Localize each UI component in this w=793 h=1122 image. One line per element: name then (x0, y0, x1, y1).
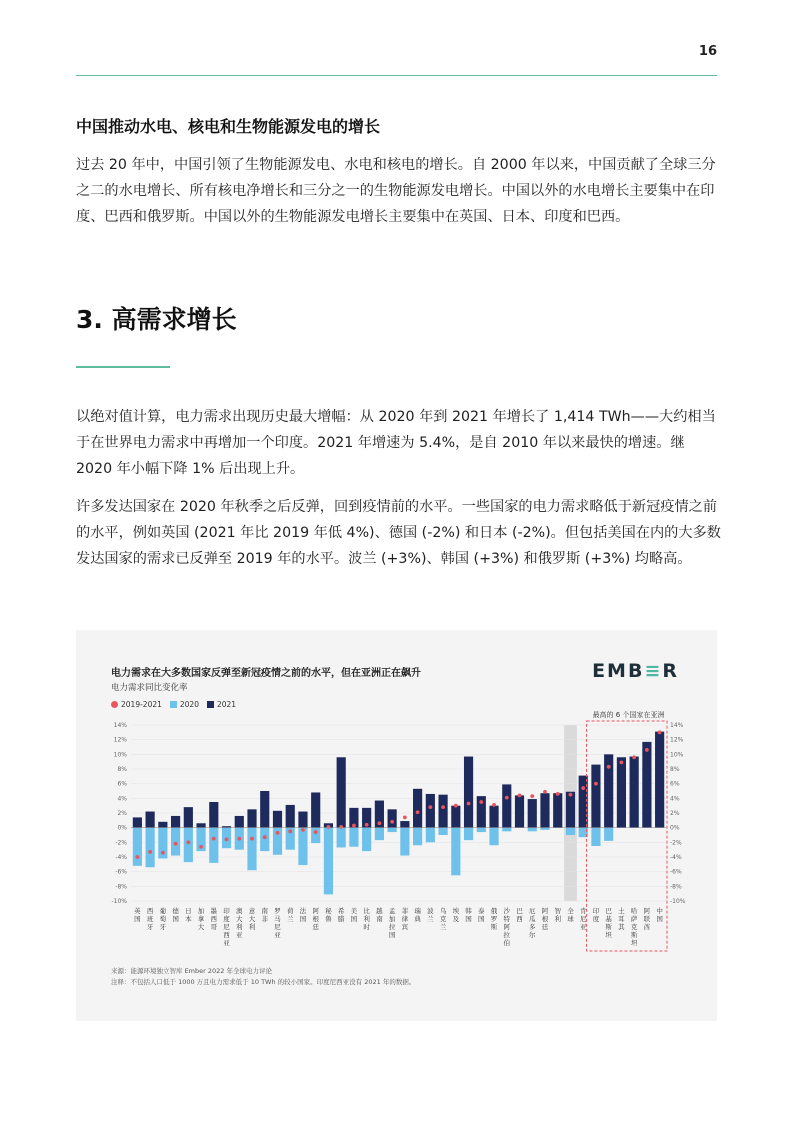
y-tick-label-right: 4% (670, 795, 680, 803)
category-label-char: 国 (299, 915, 307, 923)
bar-2020 (464, 828, 473, 840)
category-label-char: 亚 (274, 931, 281, 939)
bar-2021 (413, 789, 422, 828)
category-label-char: 克 (630, 923, 638, 931)
category-label-char: 廷 (541, 923, 549, 931)
logo-text-accent: ≡ (644, 660, 663, 682)
page-number: 16 (698, 44, 717, 59)
bar-2020 (349, 828, 358, 847)
category-label-char: 大 (197, 923, 205, 931)
category-label-char: 波 (427, 907, 434, 915)
y-tick-label-left: 14% (113, 722, 127, 729)
bar-2020 (604, 828, 613, 841)
category-label-char: 根 (541, 915, 549, 923)
bar-2021 (502, 784, 511, 827)
category-label-char: 南 (376, 915, 383, 923)
category-label-char: 俄 (490, 907, 498, 915)
category-label-char: 法 (299, 907, 307, 915)
y-tick-label-right: -10% (670, 898, 686, 905)
category-label-char: 加 (388, 915, 396, 923)
bar-2021 (273, 811, 282, 828)
bar-2020 (184, 828, 193, 862)
category-label-char: 瑞 (414, 907, 421, 915)
bar-2021 (566, 792, 575, 828)
dot-2019-2021 (518, 794, 522, 798)
category-label-char: 肯 (579, 907, 587, 915)
y-tick-label-right: 2% (670, 810, 680, 817)
category-label-char: 西 (516, 915, 523, 923)
category-label-char: 土 (618, 907, 625, 915)
category-label-char: 律 (401, 915, 409, 923)
category-label-char: 德 (172, 907, 179, 915)
category-label-char: 英 (134, 907, 141, 915)
dot-2019-2021 (428, 805, 432, 809)
bar-2021 (184, 807, 193, 828)
dot-2019-2021 (327, 825, 331, 829)
dot-2019-2021 (186, 840, 190, 844)
bar-2021 (528, 799, 537, 828)
bar-2021 (133, 817, 142, 827)
bar-2020 (400, 828, 409, 856)
y-tick-label-right: 12% (670, 736, 684, 744)
category-label-char: 特 (503, 915, 511, 923)
figure-container (76, 630, 717, 1021)
dot-2019-2021 (377, 821, 381, 825)
bar-2020 (362, 828, 371, 851)
category-label-char: 利 (248, 923, 256, 931)
y-tick-label-left: 6% (117, 780, 127, 788)
category-label-char: 大 (248, 915, 256, 923)
chapter-paragraph-1: 以绝对值计算，电力需求出现历史最大增幅：从 2020 年到 2021 年增长了 1,414 TWh——大约相当于在世界电力需求中再增加一个印度。2021 年增速为 5.4%，是自 2010 年以来最快的增速。继 2020 年小幅下降 1% 后出现上升。 (76, 409, 716, 477)
bar-2021 (553, 793, 562, 827)
dot-2019-2021 (594, 782, 598, 786)
dot-2019-2021 (225, 838, 229, 842)
category-label-char: 多 (529, 923, 536, 931)
category-label-char: 阿 (541, 907, 549, 915)
y-tick-label-right: 0% (670, 824, 680, 832)
category-label-char: 墨 (210, 907, 218, 915)
dot-2019-2021 (352, 824, 356, 828)
dot-2019-2021 (390, 820, 394, 824)
bar-2021 (146, 812, 155, 828)
category-label-char: 瓜 (529, 915, 536, 923)
y-tick-label-left: -10% (111, 898, 127, 905)
y-tick-label-right: 6% (670, 780, 680, 788)
category-label-char: 西 (146, 907, 154, 915)
figure-note: 注释：不包括人口低于 1000 万且电力需求低于 10 TWh 的较小国家。印度尼西亚没有 2021 年的数据。 (111, 978, 416, 986)
category-label-char: 印 (223, 907, 230, 915)
category-label-char: 阿 (643, 907, 651, 915)
bar-2020 (375, 828, 384, 840)
bar-2020 (337, 828, 346, 848)
bar-2020 (171, 828, 180, 856)
bar-2020 (324, 828, 333, 895)
bar-2021 (311, 792, 320, 827)
category-label-char: 廷 (312, 923, 319, 931)
category-label-char: 加 (197, 907, 205, 915)
bar-2021 (196, 823, 205, 827)
dot-2019-2021 (479, 800, 483, 804)
category-label-char: 尔 (529, 931, 536, 939)
y-tick-label-left: 0% (117, 824, 127, 832)
bar-2021 (260, 791, 269, 828)
category-label-char: 比 (363, 907, 370, 915)
category-label-char: 根 (312, 915, 319, 923)
category-label-char: 日 (185, 907, 192, 915)
category-label-char: 典 (414, 915, 421, 923)
category-label-char: 球 (567, 915, 574, 923)
dot-2019-2021 (569, 793, 573, 797)
category-label-char: 国 (388, 931, 396, 939)
dot-2019-2021 (276, 831, 280, 835)
y-tick-label-right: -6% (670, 868, 682, 876)
section-heading: 中国推动水电、核电和生物能源发电的增长 (76, 117, 381, 136)
dot-2019-2021 (645, 748, 649, 752)
bar-2021 (298, 812, 307, 828)
category-label-char: 国 (478, 915, 485, 923)
category-label-char: 厄 (529, 907, 536, 915)
dot-2019-2021 (135, 855, 139, 859)
category-label-char: 鲁 (325, 915, 332, 923)
y-tick-label-left: 12% (113, 736, 127, 744)
bar-2021 (540, 793, 549, 827)
dot-2019-2021 (454, 804, 458, 808)
bar-2020 (451, 828, 460, 876)
category-label-char: 国 (134, 915, 141, 923)
dot-2019-2021 (250, 837, 254, 841)
category-label-char: 拉 (388, 923, 396, 931)
bar-2021 (337, 757, 346, 827)
bar-2020 (247, 828, 256, 871)
category-label-char: 其 (618, 923, 625, 931)
dot-2019-2021 (467, 802, 471, 806)
bar-2020 (591, 828, 600, 846)
bar-2020 (260, 828, 269, 851)
bar-2021 (171, 816, 180, 828)
y-tick-label-right: -2% (670, 839, 682, 847)
dot-2019-2021 (365, 823, 369, 827)
bar-2020 (540, 828, 549, 830)
dot-2019-2021 (403, 816, 407, 820)
bar-2021 (464, 757, 473, 828)
category-label-char: 沙 (503, 907, 511, 915)
bar-2021 (591, 765, 600, 828)
logo-text-main: EMB (592, 660, 645, 682)
category-label-char: 度 (592, 915, 600, 923)
figure-source: 来源：能源环境独立智库 Ember 2022 年全球电力评论 (111, 967, 272, 975)
y-tick-label-left: -6% (115, 868, 127, 876)
dot-2019-2021 (416, 810, 420, 814)
category-label-char: 酋 (643, 923, 651, 931)
category-label-char: 希 (337, 907, 345, 915)
category-label-char: 西 (210, 915, 218, 923)
y-tick-label-left: -8% (115, 883, 127, 891)
section-paragraph: 过去 20 年中，中国引领了生物能源发电、水电和核电的增长。自 2000 年以来，中国贡献了全球三分之二的水电增长、所有核电净增长和三分之一的生物能源发电增长。中国以外的水电增长主要集中在印度、巴西和俄罗斯。中国以外的生物能源发电增长主要集中在英国、日本、印度和巴西。 (76, 157, 716, 225)
bar-2021 (655, 732, 664, 828)
category-label-char: 韩 (465, 907, 472, 915)
y-tick-label-right: -8% (670, 883, 682, 891)
bar-2021 (209, 802, 218, 828)
bar-2021 (426, 794, 435, 828)
bar-2020 (413, 828, 422, 846)
bar-2021 (630, 757, 639, 828)
category-label-char: 意 (248, 907, 256, 915)
bar-2021 (642, 742, 651, 828)
category-label-char: 时 (363, 923, 370, 931)
category-label-char: 腊 (337, 915, 345, 923)
category-label-char: 斯 (630, 931, 638, 939)
bar-2021 (247, 809, 256, 827)
category-label-char: 罗 (490, 915, 498, 923)
category-label-char: 尼 (274, 923, 281, 931)
dot-2019-2021 (161, 851, 165, 855)
bar-2020 (566, 828, 575, 835)
category-label-char: 兰 (427, 915, 434, 923)
category-label-char: 南 (261, 907, 268, 915)
category-label-char: 孟 (388, 907, 396, 915)
bar-2021 (235, 816, 244, 828)
category-label-char: 全 (567, 907, 574, 915)
bar-2021 (489, 806, 498, 828)
dot-2019-2021 (556, 792, 560, 796)
dot-2019-2021 (492, 803, 496, 807)
bar-2021 (451, 806, 460, 828)
category-label-char: 萨 (630, 915, 638, 923)
y-tick-label-right: 8% (670, 766, 680, 773)
category-label-char: 中 (656, 907, 663, 915)
dot-2019-2021 (148, 850, 152, 854)
category-label-char: 斯 (605, 923, 612, 931)
bar-2020 (209, 828, 218, 863)
category-label-char: 尼 (223, 923, 230, 931)
category-label-char: 利 (554, 915, 561, 923)
bar-2020 (528, 828, 537, 832)
category-label-char: 巴 (605, 907, 612, 915)
category-label-char: 伯 (503, 939, 511, 947)
bar-2020 (502, 828, 511, 832)
category-label-char: 牙 (159, 923, 167, 931)
category-label-char: 牙 (146, 923, 154, 931)
category-label-char: 印 (592, 907, 600, 915)
dot-2019-2021 (620, 761, 624, 765)
bar-2020 (146, 828, 155, 868)
category-label-char: 罗 (274, 907, 281, 915)
category-label-char: 泰 (478, 907, 485, 915)
category-label-char: 兰 (286, 915, 294, 923)
y-tick-label-left: 10% (113, 751, 127, 759)
bar-2021 (286, 805, 295, 828)
category-label-char: 利 (363, 915, 370, 923)
category-label-char: 兰 (439, 923, 447, 931)
logo-text-end: R (662, 660, 679, 682)
dot-2019-2021 (237, 837, 241, 841)
dot-2019-2021 (174, 842, 178, 846)
dot-2019-2021 (632, 755, 636, 759)
category-label-char: 阿 (312, 907, 319, 915)
category-label-char: 国 (172, 915, 179, 923)
category-label-char: 秘 (325, 907, 332, 915)
bar-2021 (617, 757, 626, 827)
category-label-char: 国 (465, 915, 472, 923)
category-label-char: 智 (554, 907, 561, 915)
bar-2020 (388, 828, 397, 832)
category-label-char: 及 (452, 915, 460, 923)
category-label-char: 耳 (618, 915, 625, 923)
bar-2020 (426, 828, 435, 843)
dot-2019-2021 (199, 845, 203, 849)
category-label-char: 美 (350, 907, 358, 915)
category-label-char: 巴 (516, 907, 523, 915)
y-tick-label-left: -2% (115, 839, 127, 847)
dot-2019-2021 (530, 794, 534, 798)
dot-2019-2021 (581, 786, 585, 790)
bar-2021 (158, 822, 167, 828)
bar-2021 (438, 795, 447, 828)
chapter-divider (76, 366, 170, 368)
category-label-char: 亚 (223, 939, 230, 947)
dot-2019-2021 (543, 790, 547, 794)
bar-2021 (515, 795, 524, 827)
category-label-char: 克 (439, 915, 447, 923)
legend-label: 2020 (179, 700, 199, 709)
category-label-char: 哈 (630, 907, 638, 915)
header-divider (76, 75, 717, 76)
bar-2020 (133, 828, 142, 866)
highlight-label: 最高的 6 个国家在亚洲 (592, 711, 665, 719)
chart-title: 电力需求在大多数国家反弹至新冠疫情之前的水平，但在亚洲正在飙升 (111, 668, 421, 679)
dot-2019-2021 (607, 765, 611, 769)
category-label-char: 国 (350, 915, 358, 923)
bar-2021 (388, 809, 397, 827)
category-label-char: 大 (236, 915, 243, 923)
dot-2019-2021 (339, 825, 343, 829)
category-label-char: 亚 (579, 923, 587, 931)
bar-2021 (400, 821, 409, 828)
category-label-char: 班 (146, 915, 154, 923)
dot-2019-2021 (441, 805, 445, 809)
category-label-char: 萄 (159, 915, 167, 923)
category-label-char: 越 (376, 907, 383, 915)
category-label-char: 荷 (286, 907, 294, 915)
category-label-char: 亚 (236, 931, 243, 939)
category-label-char: 坦 (605, 931, 612, 939)
y-tick-label-right: 14% (670, 722, 684, 729)
category-label-char: 非 (261, 915, 268, 923)
bar-2020 (477, 828, 486, 832)
category-label-char: 度 (223, 915, 230, 923)
dot-2019-2021 (212, 837, 216, 841)
category-label-char: 哥 (210, 923, 218, 931)
bar-2020 (311, 828, 320, 843)
y-tick-label-right: -4% (670, 854, 682, 861)
y-tick-label-left: 4% (117, 795, 127, 803)
category-label-char: 阿 (503, 923, 511, 931)
chapter-heading: 3. 高需求增长 (76, 305, 237, 334)
dot-2019-2021 (263, 835, 267, 839)
y-tick-label-left: 2% (117, 810, 127, 817)
category-label-char: 基 (605, 915, 612, 923)
bar-2020 (489, 828, 498, 846)
legend-label: 2021 (216, 700, 237, 709)
category-label-char: 尼 (579, 915, 587, 923)
category-label-char: 澳 (236, 907, 243, 915)
y-tick-label-left: 8% (117, 766, 127, 773)
category-label-char: 葡 (159, 907, 167, 915)
category-label-char: 拉 (503, 931, 511, 939)
category-label-char: 乌 (439, 907, 447, 915)
category-label-char: 西 (223, 931, 230, 939)
category-label-char: 坦 (630, 939, 638, 947)
bar-chart (76, 630, 717, 1021)
chart-subtitle: 电力需求同比变化率 (111, 683, 188, 693)
category-label-char: 联 (643, 915, 651, 923)
bar-2020 (438, 828, 447, 835)
dot-2019-2021 (505, 796, 509, 800)
dot-2019-2021 (288, 829, 292, 833)
chapter-paragraph-2: 许多发达国家在 2020 年秋季之后反弹，回到疫情前的水平。一些国家的电力需求略低于新冠疫情之前的水平，例如英国 (2021 年比 2019 年低 4%)、德国 (-2%) 和日本 (-2%)。但包括美国在内的大多数发达国家的需求已反弹至 2019 年的水平。波兰 (+3%)、韩国 (+3%) 和俄罗斯 (+3%) 均略高。 (76, 499, 721, 567)
category-label-char: 本 (185, 915, 192, 923)
dot-2019-2021 (658, 730, 662, 734)
category-label-char: 拿 (197, 915, 205, 923)
category-label-char: 利 (236, 923, 243, 931)
y-tick-label-right: 10% (670, 751, 684, 759)
category-label-char: 菲 (401, 907, 409, 915)
category-label-char: 国 (656, 915, 663, 923)
category-label-char: 宾 (401, 923, 409, 931)
category-label-char: 埃 (452, 907, 460, 915)
y-tick-label-left: -4% (115, 854, 127, 861)
legend-label: 2019-2021 (121, 700, 162, 709)
category-label-char: 马 (274, 915, 281, 923)
category-label-char: 斯 (490, 923, 498, 931)
dot-2019-2021 (301, 828, 305, 832)
bar-2020 (298, 828, 307, 865)
dot-2019-2021 (314, 830, 318, 834)
